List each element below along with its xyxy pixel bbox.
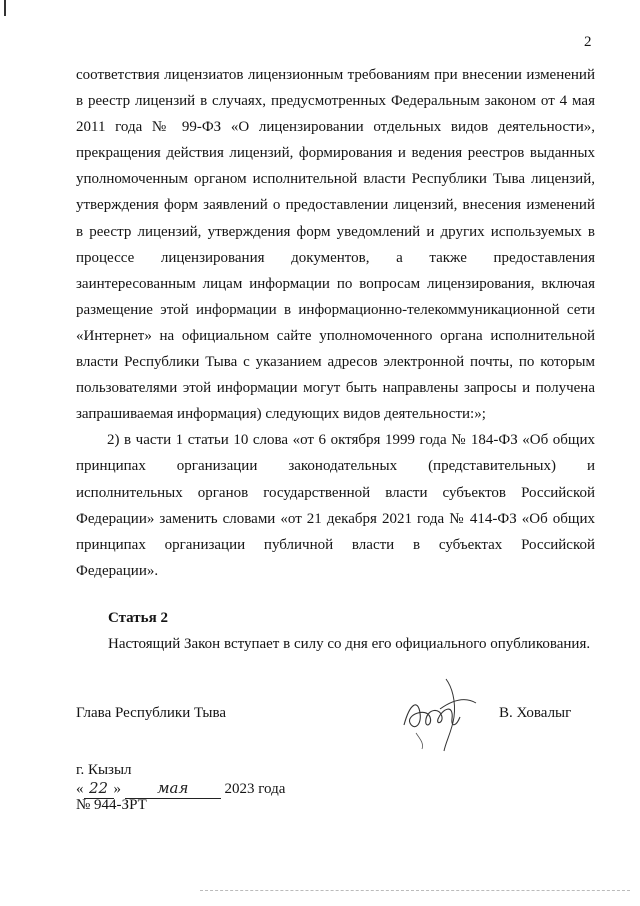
text-line: в реестр лицензий, утверждения форм уведомлений и других используемых в	[76, 223, 595, 240]
text-line: Федерации» заменить словами «от 21 декабря 2021 года № 414-ФЗ «Об общих	[76, 510, 595, 527]
signatory-title: Глава Республики Тыва	[76, 705, 227, 721]
text-line: соответствия лицензиатов лицензионным требованиям при внесении изменений	[76, 67, 595, 83]
text-line: размещение этой информации в информационно-телекоммуникационной сети	[76, 301, 595, 318]
scan-edge-mark	[4, 0, 6, 16]
date-year: 2023 года	[224, 781, 286, 797]
date-open-quote: «	[76, 781, 84, 797]
date-close-quote: »	[113, 781, 121, 797]
text-line: 2) в части 1 статьи 10 слова «от 6 октября 1999 года № 184-ФЗ «Об общих	[107, 432, 595, 449]
signing-place: г. Кызыл	[76, 762, 132, 778]
signing-date	[76, 779, 285, 799]
article-heading: Статья 2	[108, 610, 168, 626]
text-line: принципах организации законодательных (представительных) и	[76, 458, 595, 475]
date-day: 22	[84, 779, 114, 799]
text-line: заинтересованным лицам информации по вопросам лицензирования, включая	[76, 275, 595, 292]
text-line: «Интернет» на официальном сайте уполномоченного органа исполнительной	[76, 327, 595, 344]
text-line: пользователями этой информации могут быть направлены запросы и получена	[76, 380, 595, 397]
text-line: в реестр лицензий в случаях, предусмотренных Федеральным законом от 4 мая	[76, 93, 595, 110]
text-line: прекращения действия лицензий, формирования и ведения реестров выданных	[76, 145, 595, 162]
date-month: мая	[125, 779, 221, 799]
text-line: запрашиваемая информация) следующих видов деятельности:»;	[76, 406, 486, 423]
text-line: 2011 года № 99-ФЗ «О лицензировании отдельных видов деятельности»,	[76, 119, 595, 136]
page-number: 2	[584, 34, 592, 50]
law-number: № 944-ЗРТ	[76, 797, 147, 813]
text-line: принципах организации публичной власти в субъектах Российской	[76, 536, 595, 553]
text-line: Федерации».	[76, 562, 159, 579]
text-line: власти Республики Тыва с указанием адресов электронной почты, по которым	[76, 354, 595, 371]
handwritten-signature	[396, 673, 486, 753]
text-line: исполнительных органов государственной власти субъектов Российской	[76, 484, 595, 501]
text-line: утверждения форм заявлений о предоставлении лицензий, внесения изменений	[76, 197, 595, 214]
signatory-name: В. Ховалыг	[499, 705, 572, 721]
article-text: Настоящий Закон вступает в силу со дня его официального опубликования.	[108, 636, 591, 652]
text-line: процессе лицензирования документов, а также предоставления	[76, 249, 595, 266]
text-line: уполномоченным органом исполнительной власти Республики Тыва лицензий,	[76, 171, 595, 188]
law-body-text	[76, 62, 595, 584]
scan-bottom-rule	[200, 890, 630, 892]
